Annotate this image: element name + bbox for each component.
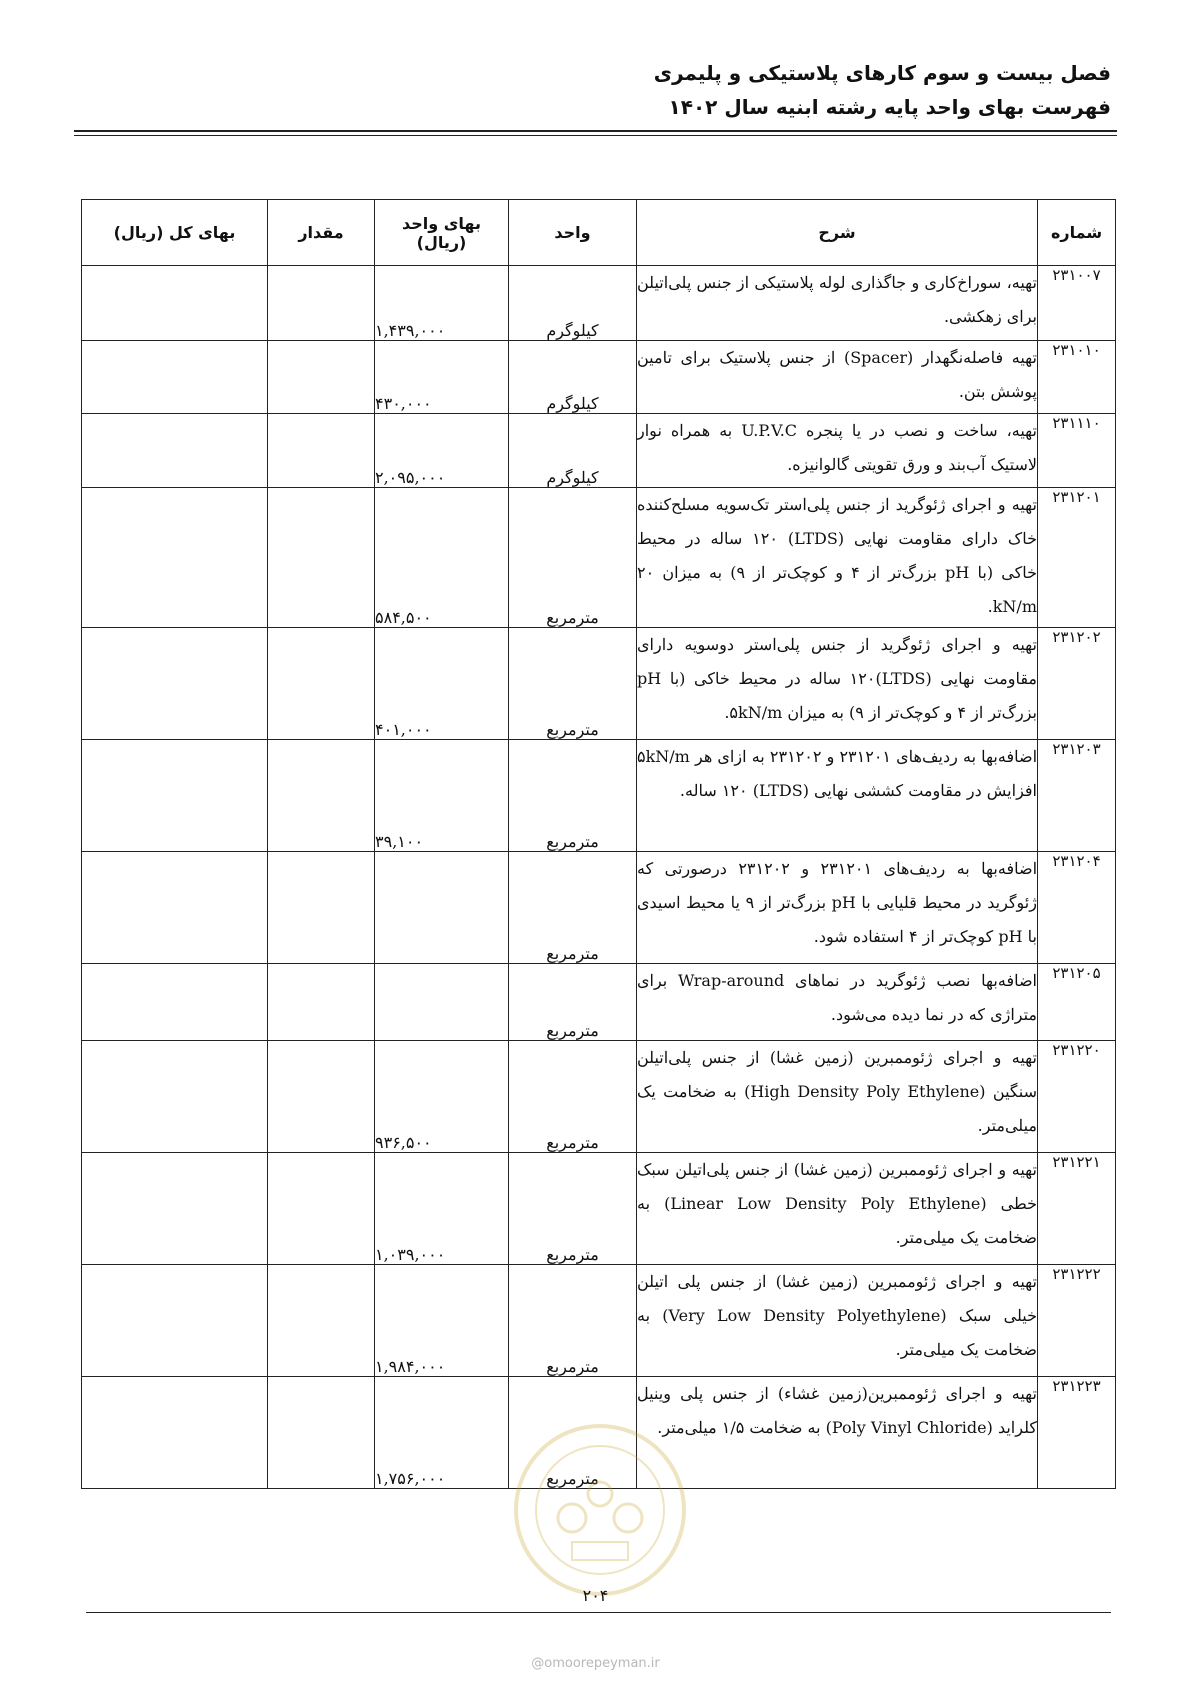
item-unit-price: ۱,۹۸۴,۰۰۰ bbox=[375, 1265, 509, 1377]
header-rule-thin bbox=[74, 135, 1117, 136]
item-quantity bbox=[268, 414, 375, 488]
item-total-price bbox=[82, 852, 268, 964]
seal-stamp-icon bbox=[510, 1420, 690, 1600]
item-quantity bbox=[268, 1153, 375, 1265]
item-unit-price: ۱,۰۳۹,۰۰۰ bbox=[375, 1153, 509, 1265]
item-quantity bbox=[268, 1041, 375, 1153]
item-quantity bbox=[268, 852, 375, 964]
item-unit-price bbox=[375, 964, 509, 1041]
item-total-price bbox=[82, 1041, 268, 1153]
item-unit: مترمربع bbox=[509, 1377, 637, 1489]
item-unit-price: ۴۰۱,۰۰۰ bbox=[375, 628, 509, 740]
item-description: تهیه، سوراخ‌کاری و جاگذاری لوله پلاستیکی از جنس پلی‌اتیلن برای زهکشی. bbox=[637, 266, 1038, 341]
item-description: اضافه‌بها به ردیف‌های ۲۳۱۲۰۱ و ۲۳۱۲۰۲ درصورتی که ژئوگرید در محیط قلیایی با pH بزرگ‌تر از ۹ یا محیط اسیدی با pH کوچک‌تر از ۴ استفاده شود. bbox=[637, 852, 1038, 964]
item-quantity bbox=[268, 1265, 375, 1377]
header-rule-thick bbox=[74, 130, 1117, 132]
col-header-desc: شرح bbox=[637, 200, 1038, 266]
item-quantity bbox=[268, 740, 375, 852]
table-row bbox=[82, 628, 1116, 740]
item-unit: کیلوگرم bbox=[509, 266, 637, 341]
item-code: ۲۳۱۰۱۰ bbox=[1038, 341, 1116, 414]
item-unit: مترمربع bbox=[509, 852, 637, 964]
col-header-unit: واحد bbox=[509, 200, 637, 266]
col-header-code: شماره bbox=[1038, 200, 1116, 266]
item-description: تهیه و اجرای ژئوگرید از جنس پلی‌استر تک‌سویه مسلح‌کننده خاک دارای مقاومت نهایی (LTDS) ۱۲۰ ساله در محیط خاکی (با pH بزرگ‌تر از ۴ و کوچک‌تر از ۹) به میزان ۲۰ kN/m. bbox=[637, 488, 1038, 628]
item-code: ۲۳۱۲۰۳ bbox=[1038, 740, 1116, 852]
item-code: ۲۳۱۲۰۴ bbox=[1038, 852, 1116, 964]
table-row bbox=[82, 740, 1116, 852]
item-unit-price: ۹۳۶,۵۰۰ bbox=[375, 1041, 509, 1153]
item-description: تهیه، ساخت و نصب در یا پنجره U.P.V.C به همراه نوار لاستیک آب‌بند و ورق تقویتی گالوانیزه. bbox=[637, 414, 1038, 488]
table-row bbox=[82, 414, 1116, 488]
item-description: تهیه و اجرای ژئوممبرین (زمین غشا) از جنس پلی‌اتیلن سبک خطی (Linear Low Density Poly Ethylene) به ضخامت یک میلی‌متر. bbox=[637, 1153, 1038, 1265]
table-row bbox=[82, 266, 1116, 341]
item-code: ۲۳۱۲۲۳ bbox=[1038, 1377, 1116, 1489]
item-unit: مترمربع bbox=[509, 628, 637, 740]
item-unit: مترمربع bbox=[509, 964, 637, 1041]
item-quantity bbox=[268, 1377, 375, 1489]
item-code: ۲۳۱۱۱۰ bbox=[1038, 414, 1116, 488]
table-header-row bbox=[82, 200, 1116, 266]
item-code: ۲۳۱۲۲۲ bbox=[1038, 1265, 1116, 1377]
item-code: ۲۳۱۲۰۵ bbox=[1038, 964, 1116, 1041]
item-quantity bbox=[268, 266, 375, 341]
table-row bbox=[82, 852, 1116, 964]
col-header-quantity: مقدار bbox=[268, 200, 375, 266]
item-total-price bbox=[82, 740, 268, 852]
item-unit-price: ۱,۷۵۶,۰۰۰ bbox=[375, 1377, 509, 1489]
item-total-price bbox=[82, 414, 268, 488]
table-row bbox=[82, 341, 1116, 414]
item-description: تهیه و اجرای ژئوممبرین (زمین غشا) از جنس پلی اتیلن خیلی سبک (Very Low Density Polyethylene) به ضخامت یک میلی‌متر. bbox=[637, 1265, 1038, 1377]
item-quantity bbox=[268, 628, 375, 740]
item-unit: مترمربع bbox=[509, 1153, 637, 1265]
page-number: ۲۰۴ bbox=[582, 1586, 609, 1605]
item-description: تهیه و اجرای ژئوممبرین (زمین غشا) از جنس پلی‌اتیلن سنگین (High Density Poly Ethylene) به ضخامت یک میلی‌متر. bbox=[637, 1041, 1038, 1153]
item-quantity bbox=[268, 488, 375, 628]
watermark-text: @omoorepeyman.ir bbox=[531, 1656, 660, 1671]
table-row bbox=[82, 1041, 1116, 1153]
table-row bbox=[82, 1153, 1116, 1265]
item-total-price bbox=[82, 1377, 268, 1489]
item-unit: مترمربع bbox=[509, 740, 637, 852]
table-row bbox=[82, 964, 1116, 1041]
table-row bbox=[82, 488, 1116, 628]
item-quantity bbox=[268, 964, 375, 1041]
footer-rule bbox=[86, 1612, 1111, 1613]
item-code: ۲۳۱۲۰۲ bbox=[1038, 628, 1116, 740]
item-description: اضافه‌بها به ردیف‌های ۲۳۱۲۰۱ و ۲۳۱۲۰۲ به ازای هر ۵kN/m افزایش در مقاومت کششی نهایی (LTDS) ۱۲۰ ساله. bbox=[637, 740, 1038, 852]
item-unit: مترمربع bbox=[509, 488, 637, 628]
item-unit-price: ۱,۴۳۹,۰۰۰ bbox=[375, 266, 509, 341]
col-header-total-price: بهای کل (ریال) bbox=[82, 200, 268, 266]
item-description: تهیه و اجرای ژئوممبرین(زمین غشاء) از جنس پلی وینیل کلراید (Poly Vinyl Chloride) به ضخامت ۱/۵ میلی‌متر. bbox=[637, 1377, 1038, 1489]
item-description: تهیه فاصله‌نگهدار (Spacer) از جنس پلاستیک برای تامین پوشش بتن. bbox=[637, 341, 1038, 414]
item-total-price bbox=[82, 1265, 268, 1377]
item-unit: مترمربع bbox=[509, 1265, 637, 1377]
table-row bbox=[82, 1265, 1116, 1377]
item-unit: کیلوگرم bbox=[509, 341, 637, 414]
item-unit-price: ۵۸۴,۵۰۰ bbox=[375, 488, 509, 628]
item-quantity bbox=[268, 341, 375, 414]
chapter-title: فصل بیست و سوم کارهای پلاستیکی و پلیمری bbox=[653, 61, 1111, 85]
item-unit-price: ۲,۰۹۵,۰۰۰ bbox=[375, 414, 509, 488]
item-code: ۲۳۱۰۰۷ bbox=[1038, 266, 1116, 341]
item-unit-price: ۴۳۰,۰۰۰ bbox=[375, 341, 509, 414]
item-description: تهیه و اجرای ژئوگرید از جنس پلی‌استر دوسویه دارای مقاومت نهایی (LTDS)۱۲۰ ساله در محیط خاکی (با pH بزرگ‌تر از ۴ و کوچک‌تر از ۹) به میزان ۵kN/m. bbox=[637, 628, 1038, 740]
item-total-price bbox=[82, 266, 268, 341]
item-total-price bbox=[82, 628, 268, 740]
item-unit-price: ۳۹,۱۰۰ bbox=[375, 740, 509, 852]
price-table bbox=[81, 199, 1116, 1489]
item-unit: کیلوگرم bbox=[509, 414, 637, 488]
list-title: فهرست بهای واحد پایه رشته ابنیه سال ۱۴۰۲ bbox=[668, 95, 1111, 119]
item-code: ۲۳۱۲۰۱ bbox=[1038, 488, 1116, 628]
item-total-price bbox=[82, 1153, 268, 1265]
item-unit: مترمربع bbox=[509, 1041, 637, 1153]
item-description: اضافه‌بها نصب ژئوگرید در نماهای Wrap-around برای متراژی که در نما دیده می‌شود. bbox=[637, 964, 1038, 1041]
item-total-price bbox=[82, 488, 268, 628]
col-header-unit-price: بهای واحد (ریال) bbox=[375, 200, 509, 266]
item-code: ۲۳۱۲۲۰ bbox=[1038, 1041, 1116, 1153]
item-total-price bbox=[82, 341, 268, 414]
item-code: ۲۳۱۲۲۱ bbox=[1038, 1153, 1116, 1265]
page-header bbox=[80, 56, 1111, 124]
item-total-price bbox=[82, 964, 268, 1041]
item-unit-price bbox=[375, 852, 509, 964]
